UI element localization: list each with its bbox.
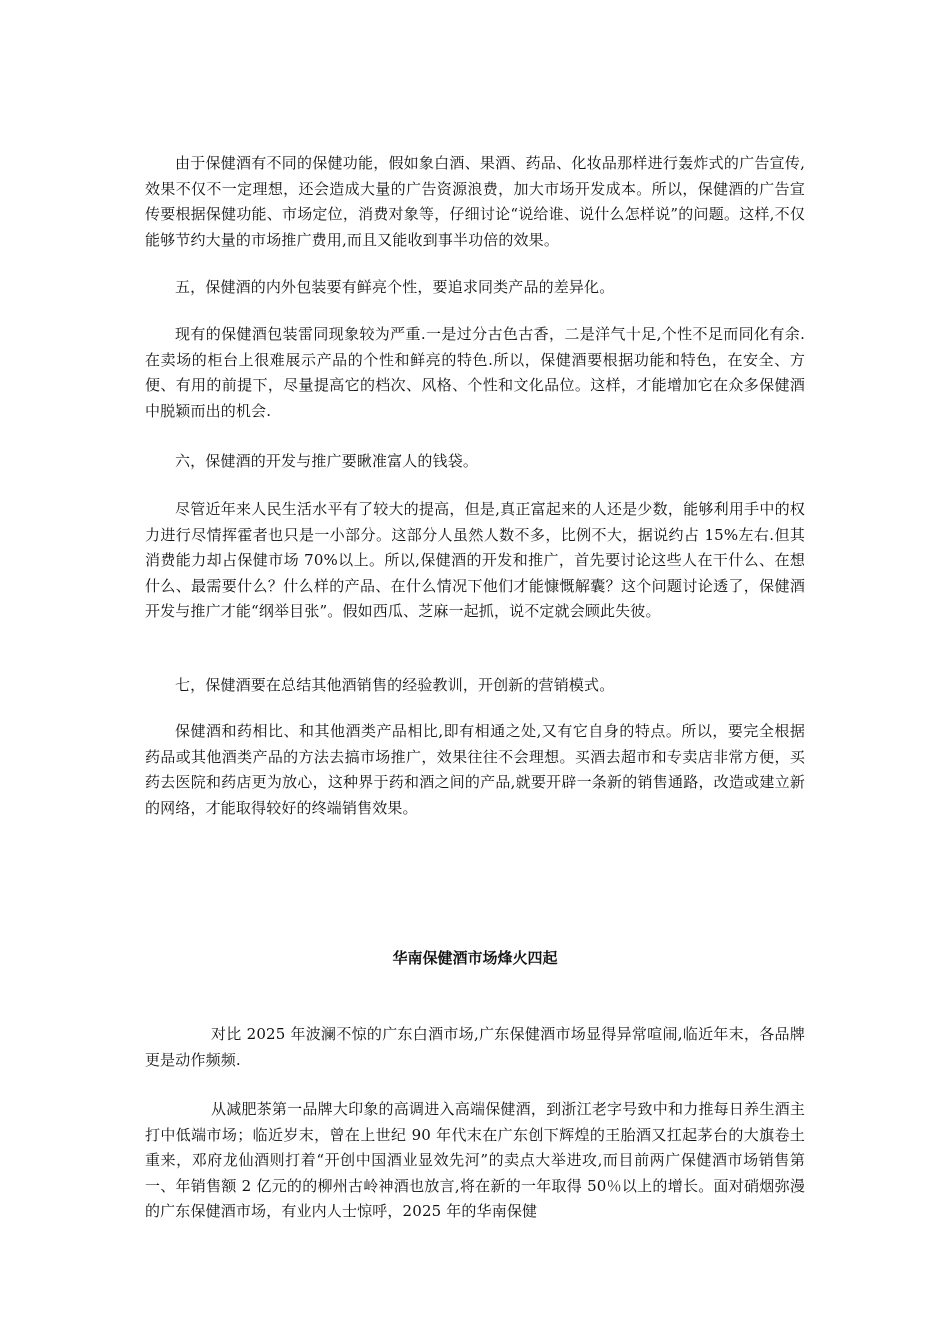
body-paragraph: 保健酒和药相比、和其他酒类产品相比,即有相通之处,又有它自身的特点。所以，要完全根据药品或其他酒类产品的方法去搞市场推广，效果往往不会理想。买酒去超市和专卖店非常方便，买药去医院和药店更为放心，这种界于药和酒之间的产品,就要开辟一条新的销售通路，改造或建立新的网络，才能取得较好的终端销售效果。 (145, 722, 805, 817)
numbered-point-6: 六，保健酒的开发与推广要瞅准富人的钱袋。 (175, 452, 479, 470)
body-paragraph: 现有的保健酒包装雷同现象较为严重.一是过分古色古香，二是洋气十足,个性不足而同化有余.在卖场的柜台上很难展示产品的个性和鲜亮的特色.所以，保健酒要根据功能和特色，在安全、方便、有用的前提下，尽量提高它的档次、风格、个性和文化品位。这样，才能增加它在众多保健酒中脱颖而出的机会. (145, 325, 805, 420)
body-paragraph: 由于保健酒有不同的保健功能，假如象白酒、果酒、药品、化妆品那样进行轰炸式的广告宣传,效果不仅不一定理想，还会造成大量的广告资源浪费，加大市场开发成本。所以，保健酒的广告宣传要根据保健功能、市场定位，消费对象等，仔细讨论“说给谁、说什么怎样说”的问题。这样,不仅能够节约大量的市场推广费用,而且又能收到事半功倍的效果。 (145, 154, 805, 249)
body-paragraph: 尽管近年来人民生活水平有了较大的提高，但是,真正富起来的人还是少数，能够利用手中的权力进行尽情挥霍者也只是一小部分。这部分人虽然人数不多，比例不大，据说约占 15%左右.但其消费能力却占保健市场 70%以上。所以,保健酒的开发和推广，首先要讨论这些人在干什么、在想什么、最需要什么？什么样的产品、在什么情况下他们才能慷慨解囊？这个问题讨论透了，保健酒开发与推广才能“纲举目张”。假如西瓜、芝麻一起抓，说不定就会顾此失彼。 (145, 500, 805, 620)
body-paragraph: 从减肥茶第一品牌大印象的高调进入高端保健酒，到浙江老字号致中和力推每日养生酒主打中低端市场；临近岁末，曾在上世纪 90 年代末在广东创下辉煌的王胎酒又扛起茅台的大旗卷土重来，邓府龙仙酒则打着“开创中国酒业显效先河”的卖点大举进攻,而目前两广保健酒市场销售第一、年销售额 2 亿元的的柳州古岭神酒也放言,将在新的一年取得 50％以上的增长。面对硝烟弥漫的广东保健酒市场，有业内人士惊呼，2025 年的华南保健 (145, 1100, 805, 1220)
body-paragraph: 对比 2025 年波澜不惊的广东白酒市场,广东保健酒市场显得异常喧闹,临近年末，各品牌更是动作频频. (145, 1025, 805, 1069)
section-title: 华南保健酒市场烽火四起 (392, 949, 558, 967)
numbered-point-7: 七，保健酒要在总结其他酒销售的经验教训，开创新的营销模式。 (175, 676, 615, 694)
numbered-point-5: 五，保健酒的内外包装要有鲜亮个性，要追求同类产品的差异化。 (175, 278, 615, 296)
